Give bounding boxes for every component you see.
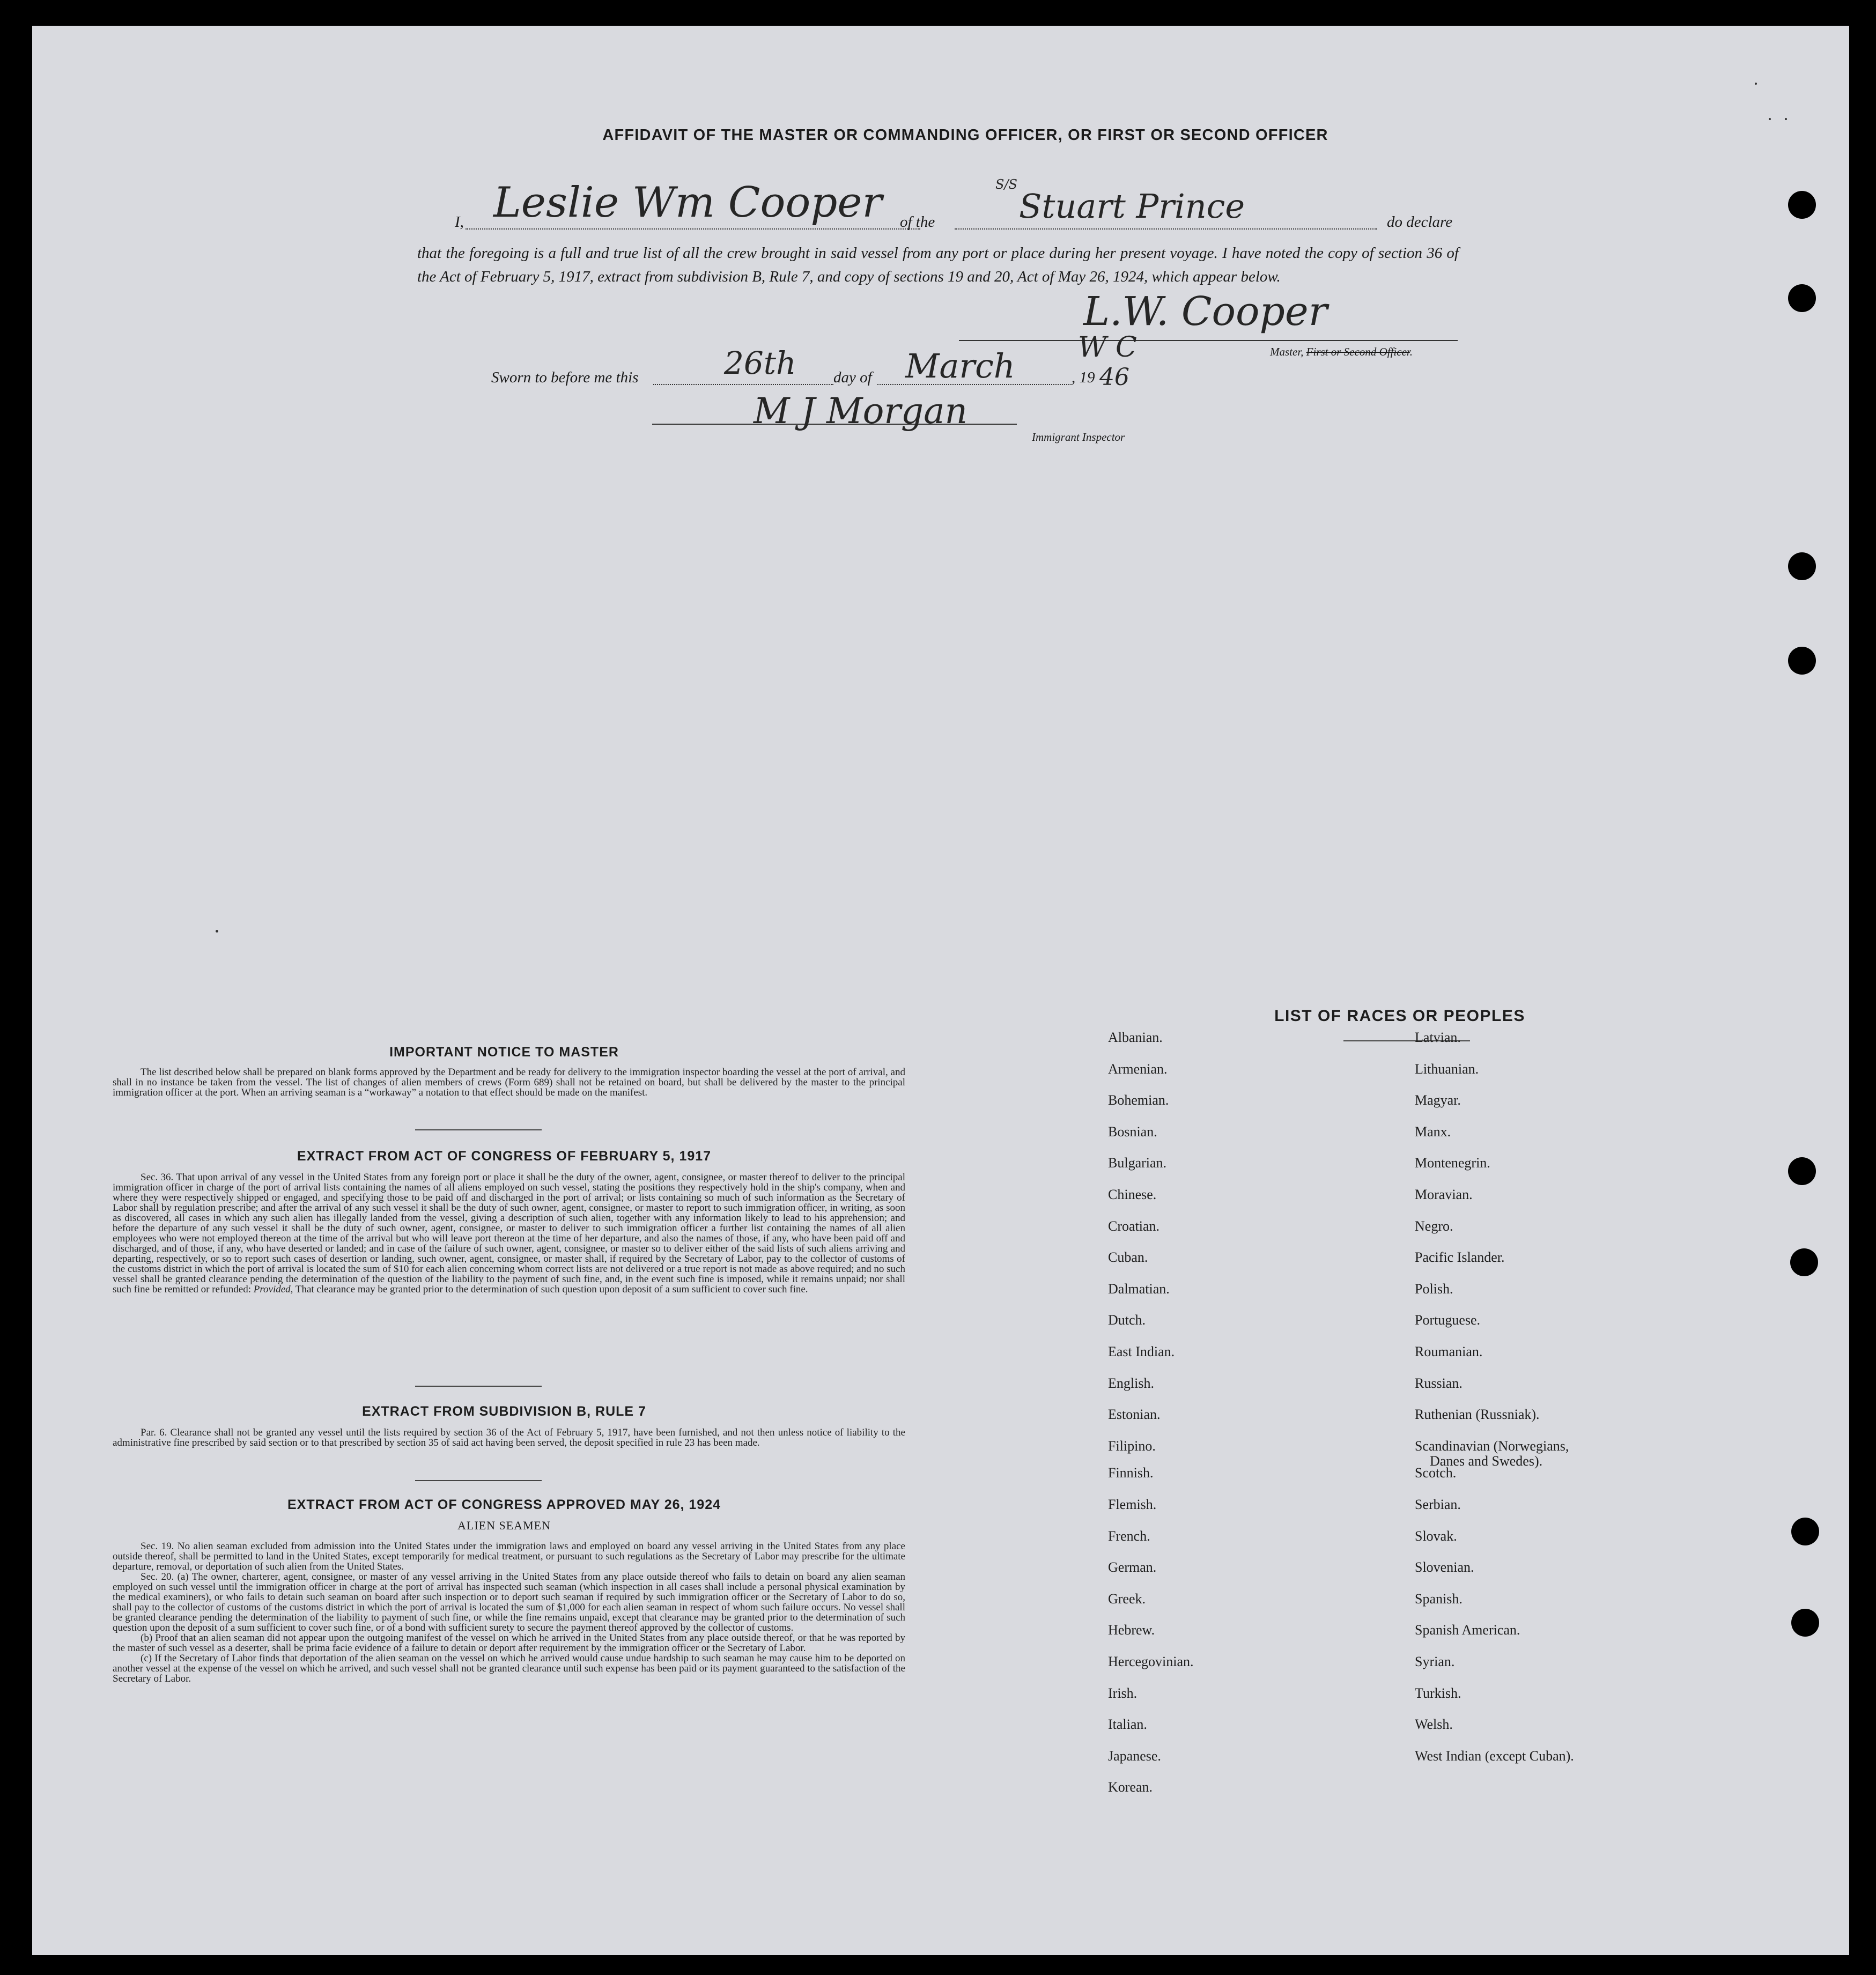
race-item: Ruthenian (Russniak).	[1415, 1407, 1540, 1423]
race-item: Scotch.	[1415, 1465, 1457, 1481]
race-item: Bulgarian.	[1108, 1155, 1167, 1171]
extract-1917-text: Sec. 36. That upon arrival of any vessel in the United States from any foreign port or place it shall be the duty of the owner, agent, consignee, or master thereof to deliver to the principal immigration officer in charge of the port of arrival lists containing the names of all aliens employed on such vessel, stating the positions they respectively hold in the ship's company, when and where they were respectively shipped or engaged, and specifying those to be paid off and discharged in the port of arrival; or lists containing so much of such information as the Secretary of Labor shall by regulation prescribe; and after the arrival of any such vessel it shall be the duty of such owner, agent, consignee, or master to report to such immigration officer, in writing, as soon as discovered, all cases in which any such alien has illegally landed from the vessel, giving a description of such alien, together with any information likely to lead to his apprehension; and before the departure of any such vessel it shall be the duty of such owner, agent, consignee, or master to deliver to such immigration officer a further list containing the names of all alien employees who were not employed thereon at the time of the arrival but who will leave port thereon at the time of her departure, and also the names of those, if any, who have been paid off and discharged, and of those, if any, who have deserted or landed; and in case of the failure of such owner, agent, consignee, or master so to deliver either of the said lists of such aliens arriving and departing, respectively, or so to report such cases of desertion or landing, such owner, agent, consignee, or master shall, if required by the Secretary of Labor, pay to the collector of customs of the customs district in which the port of arrival is located the sum of $10 for each alien concerning whom correct lists are not delivered or a true report is not made as above required; and no such vessel shall be granted clearance pending the determination of the question of the liability to the payment of such fine, and, in the event such fine is imposed, while it remains unpaid; nor shall such fine be remitted or refunded: Provided, That clearance may be granted prior to the determination of such question upon deposit of a sum sufficient to cover such fine.	[113, 1172, 905, 1295]
race-item: Magyar.	[1415, 1092, 1461, 1108]
do-declare-label: do declare	[1387, 213, 1453, 231]
race-item: Chinese.	[1108, 1187, 1157, 1202]
race-item: Manx.	[1415, 1123, 1451, 1140]
race-item: Latvian.	[1415, 1030, 1461, 1045]
race-item: Cuban.	[1108, 1249, 1148, 1266]
extract-1924-text: Sec. 19. No alien seaman excluded from admission into the United States under the immigration laws and employed on board any vessel arriving in the United States from any place outside thereof, shall be permitted to land in the United States, except temporarily for medical treatment, or pursuant to such regulations as the Secretary of Labor may prescribe for the ultimate departure, removal, or deportation of such alien from the United States. Sec. 20. (a) The owner, charterer, agent, consignee, or master of any vessel arriving in the United States from any place outside thereof who fails to detain on board any alien seaman employed on such vessel until the immigration officer in charge at the port of arrival has inspected such seaman (which inspection in all cases shall include a personal physical examination by the medical examiners), or who fails to detain such seaman on board after such inspection or to deport such seaman if required by such immigration officer or the Secretary of Labor to do so, shall pay to the collector of customs of the customs district in which the port of arrival is located the sum of $1,000 for each alien seaman in respect of whom such failure occurs. No vessel shall be granted clearance pending the determination of the liability to payment of such fine, or while the fine remains unpaid, except that clearance may be granted prior to the determination of such question upon the deposit of a sum sufficient to cover such fine, or of a bond with sufficient surety to secure the payment thereof approved by the collector of customs. (b) Proof that an alien seaman did not appear upon the outgoing manifest of the vessel on which he arrived in the United States from any place outside thereof, or that he was reported by the master of such vessel as a deserter, shall be prima facie evidence of a failure to detain or deport after requirement by the immigration officer or the Secretary of Labor. (c) If the Secretary of Labor finds that deportation of the alien seaman on the vessel on which he arrived would cause undue hardship to such seaman he may cause him to be deported on another vessel at the expense of the vessel on which he arrived, and such vessel shall not be granted clearance until such expense has been paid or its payment guaranteed to the satisfaction of the Secretary of Labor.	[113, 1541, 906, 1684]
punch-hole	[1788, 191, 1816, 219]
punch-hole	[1791, 1518, 1819, 1545]
punch-hole	[1788, 284, 1816, 312]
inspector-label: Immigrant Inspector	[1032, 431, 1125, 443]
race-item: Russian.	[1415, 1375, 1463, 1391]
rule7-text: Par. 6. Clearance shall not be granted any vessel until the lists required by section 36 of the Act of February 5, 1917, have been furnished, and not then unless notice of liability to the administrative fine prescribed by said section or to that prescribed by section 35 of said act having been served, the deposit specified in rule 23 has been made.	[113, 1427, 905, 1448]
speck-mark	[1755, 83, 1757, 85]
race-item: French.	[1108, 1528, 1150, 1544]
race-item: Estonian.	[1108, 1407, 1161, 1423]
vessel-prefix-handwriting: S/S	[995, 177, 1017, 192]
rule7-title: EXTRACT FROM SUBDIVISION B, RULE 7	[362, 1404, 646, 1419]
inspector-signature: M J Morgan	[754, 390, 967, 432]
race-item: Moravian.	[1415, 1187, 1473, 1202]
race-item: Bosnian.	[1108, 1123, 1157, 1140]
declaration-paragraph: that the foregoing is a full and true list of all the crew brought in said vessel from any port or place during her present voyage. I have noted the copy of section 36 of the Act of February 5, 1917, extract from subdivision B, Rule 7, and copy of sections 19 and 20, Act of May 26, 1924, which appear below.	[417, 245, 1459, 285]
sworn-label: Sworn to before me this	[491, 369, 639, 386]
divider	[415, 1129, 542, 1130]
race-item: Armenian.	[1108, 1061, 1168, 1077]
punch-hole	[1788, 647, 1816, 675]
race-item: Flemish.	[1108, 1497, 1157, 1512]
speck-mark	[216, 930, 218, 933]
race-item: Turkish.	[1415, 1685, 1461, 1701]
form-sheet	[32, 26, 1849, 1955]
race-item: Montenegrin.	[1415, 1155, 1490, 1171]
race-item: Serbian.	[1415, 1497, 1461, 1512]
master-signature-mark: W C	[1078, 331, 1137, 364]
punch-hole	[1791, 1609, 1819, 1637]
day-handwriting: 26th	[724, 345, 796, 381]
race-item: Croatian.	[1108, 1218, 1160, 1234]
race-item: Slovak.	[1415, 1528, 1457, 1544]
race-item: Spanish.	[1415, 1591, 1463, 1607]
race-item: Polish.	[1415, 1281, 1453, 1297]
master-name-handwriting: Leslie Wm Cooper	[493, 179, 882, 227]
race-item: Finnish.	[1108, 1465, 1154, 1481]
year-handwriting: 46	[1099, 364, 1129, 391]
race-item: West Indian (except Cuban).	[1415, 1748, 1574, 1764]
alien-seamen-subtitle: ALIEN SEAMEN	[457, 1519, 551, 1532]
of-the-label: of the	[900, 213, 935, 231]
race-item: Spanish American.	[1415, 1622, 1520, 1638]
race-item: Danes and Swedes).	[1430, 1453, 1543, 1469]
race-item: Korean.	[1108, 1779, 1153, 1795]
race-item: Negro.	[1415, 1218, 1453, 1234]
race-item: Italian.	[1108, 1717, 1147, 1733]
race-item: Lithuanian.	[1415, 1061, 1479, 1077]
vessel-line	[955, 228, 1377, 230]
punch-hole	[1788, 552, 1816, 580]
year-prefix: , 19	[1072, 369, 1095, 386]
extract-1924-title: EXTRACT FROM ACT OF CONGRESS APPROVED MAY 26, 1924	[287, 1497, 721, 1512]
race-item: English.	[1108, 1375, 1154, 1391]
month-handwriting: March	[905, 346, 1015, 386]
race-item: Pacific Islander.	[1415, 1249, 1505, 1266]
master-label: Master, First or Second Officer.	[1270, 345, 1413, 358]
name-line	[466, 228, 920, 230]
affidavit-title: AFFIDAVIT OF THE MASTER OR COMMANDING OFFICER, OR FIRST OR SECOND OFFICER	[602, 127, 1328, 144]
extract-1917-title: EXTRACT FROM ACT OF CONGRESS OF FEBRUARY 5, 1917	[297, 1149, 712, 1164]
race-item: Irish.	[1108, 1685, 1138, 1701]
race-item: Welsh.	[1415, 1717, 1453, 1733]
divider	[415, 1386, 542, 1387]
race-item: German.	[1108, 1559, 1157, 1575]
day-of-label: day of	[833, 369, 872, 386]
vessel-name-handwriting: Stuart Prince	[1019, 187, 1245, 226]
race-item: Hebrew.	[1108, 1622, 1155, 1638]
race-item: Slovenian.	[1415, 1559, 1474, 1575]
races-title: LIST OF RACES OR PEOPLES	[1274, 1007, 1525, 1025]
race-item: Dutch.	[1108, 1312, 1146, 1328]
divider	[415, 1480, 542, 1481]
master-signature: L.W. Cooper	[1083, 289, 1328, 335]
i-label: I,	[455, 213, 464, 231]
race-item: East Indian.	[1108, 1344, 1175, 1359]
master-signature-line	[959, 340, 1458, 341]
day-line	[653, 384, 833, 385]
race-item: Albanian.	[1108, 1030, 1163, 1045]
punch-hole	[1790, 1248, 1818, 1276]
race-item: Hercegovinian.	[1108, 1654, 1194, 1669]
race-item: Roumanian.	[1415, 1344, 1483, 1359]
race-item: Filipino.	[1108, 1438, 1156, 1454]
race-item: Greek.	[1108, 1591, 1146, 1607]
race-item: Scandinavian (Norwegians,	[1415, 1438, 1569, 1454]
speck-mark	[1769, 118, 1771, 120]
race-item: Dalmatian.	[1108, 1281, 1170, 1297]
speck-mark	[1785, 118, 1787, 120]
notice-title: IMPORTANT NOTICE TO MASTER	[389, 1045, 619, 1060]
punch-hole	[1788, 1157, 1816, 1185]
race-item: Portuguese.	[1415, 1312, 1481, 1328]
race-item: Bohemian.	[1108, 1092, 1169, 1108]
notice-text: The list described below shall be prepared on blank forms approved by the Department and be ready for delivery to the immigration inspector boarding the vessel at the port of arrival, and shall in no instance be taken from the vessel. The list of changes of alien members of crews (Form 689) shall not be retained on board, but shall be delivered by the master to the principal immigration officer at the port. When an arriving seaman is a “workaway” a notation to that effect should be made on the manifest.	[113, 1067, 905, 1098]
race-item: Syrian.	[1415, 1654, 1455, 1669]
race-item: Japanese.	[1108, 1748, 1161, 1764]
